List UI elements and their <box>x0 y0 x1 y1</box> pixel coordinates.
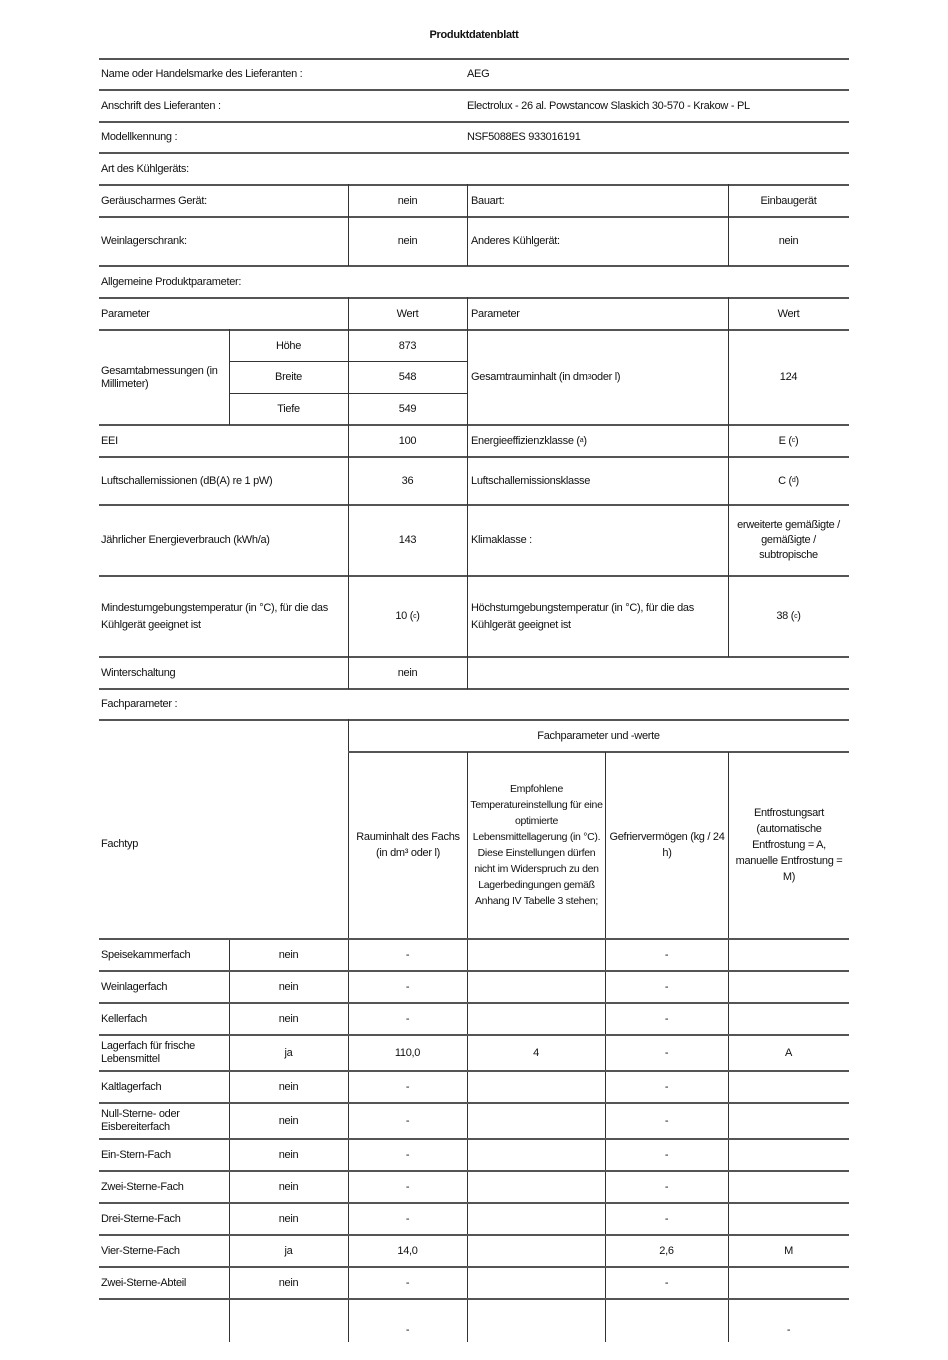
compartment-type-cell: Vier-Sterne-Fach <box>101 1244 180 1257</box>
compartment-present-cell: nein <box>278 1114 299 1127</box>
compartment-defrost-cell <box>728 1004 849 1034</box>
volume-label-tail: oder l) <box>591 371 621 383</box>
compartment-present-cell: ja <box>284 1244 293 1257</box>
noise-class-value: C ( d ) <box>778 474 799 487</box>
design-value: Einbaugerät <box>760 194 817 207</box>
model-label: Modellkennung : <box>101 131 178 143</box>
compartment-present-cell: nein <box>278 1148 299 1161</box>
compartment-type-cell: Weinlagerfach <box>101 980 168 993</box>
supplier-name-label: Name oder Handelsmarke des Lieferanten : <box>101 68 303 80</box>
energy-class-value-text: E ( <box>778 434 792 447</box>
min-temp-value: 10 ( c ) <box>395 610 420 622</box>
compartment-temp-cell <box>467 1204 605 1234</box>
low-noise-label: Geräuscharmes Gerät: <box>101 194 207 207</box>
compartment-present-cell: nein <box>278 980 299 993</box>
paren: ) <box>583 434 587 447</box>
type-header: Fachtyp <box>101 838 139 850</box>
compartment-present-cell: nein <box>278 1180 299 1193</box>
compartment-freeze-cell: - <box>664 1180 669 1193</box>
noise-class-value-text: C ( <box>778 474 792 487</box>
wine-cabinet-label: Weinlagerschrank: <box>101 235 187 247</box>
compartment-volume-cell: - <box>405 1323 410 1336</box>
compartment-defrost-cell <box>728 1172 849 1202</box>
compartment-freeze-cell: - <box>664 1276 669 1289</box>
compartment-volume-cell: - <box>405 980 410 993</box>
compartment-defrost-cell <box>728 1204 849 1234</box>
header-parameter: Parameter <box>101 307 150 320</box>
paren: ) <box>794 434 799 447</box>
low-noise-value: nein <box>397 194 418 207</box>
compartment-present-cell: ja <box>284 1046 293 1059</box>
climate-value: erweiterte gemäßigte / gemäßigte / subtropische <box>737 519 840 561</box>
compartment-freeze-cell: - <box>664 1080 669 1093</box>
compartment-temp-cell <box>467 1236 605 1266</box>
compartment-volume-cell: - <box>405 948 410 961</box>
max-temp-label: Höchstumgebungstemperatur (in °C), für die das Kühlgerät geeignet ist <box>471 601 694 631</box>
compartment-temp-cell <box>467 1140 605 1170</box>
header-value-2: Wert <box>777 307 800 320</box>
compartment-defrost-cell <box>728 940 849 970</box>
winter-label: Winterschaltung <box>101 666 176 679</box>
compartment-volume-cell: 14,0 <box>397 1244 418 1257</box>
compartment-temp-cell <box>467 1268 605 1298</box>
max-temp-value: 38 ( c ) <box>776 610 801 622</box>
winter-value: nein <box>397 666 418 679</box>
compartment-temp-cell <box>467 1104 605 1138</box>
compartment-freeze-cell: 2,6 <box>659 1244 674 1257</box>
design-label: Bauart: <box>471 194 505 207</box>
depth-label: Tiefe <box>277 402 300 415</box>
compartments-section: Fachparameter : <box>101 698 178 710</box>
compartment-type-cell: Kaltlagerfach <box>101 1080 162 1093</box>
compartment-defrost-cell <box>728 972 849 1002</box>
compartment-type-cell: Lagerfach für frische Lebensmittel <box>101 1040 195 1065</box>
compartment-temp-cell <box>467 972 605 1002</box>
compartment-temp-cell <box>467 1172 605 1202</box>
compartment-freeze-cell: - <box>664 1114 669 1127</box>
compartment-type-cell: Null-Sterne- oder Eisbereiterfach <box>101 1108 180 1133</box>
group-header: Fachparameter und -werte <box>537 729 660 742</box>
wine-cabinet-value: nein <box>397 235 418 247</box>
divider <box>99 656 849 658</box>
compartment-temp-cell <box>467 1004 605 1034</box>
eei-label: EEI <box>101 434 118 447</box>
col-defrost-header: Entfrostungsart (automatische Entfrostung = A, manuelle Entfrostung = M) <box>735 806 843 883</box>
compartment-present-cell <box>229 1300 348 1360</box>
compartment-present-cell: nein <box>278 1212 299 1225</box>
compartment-type-cell: Speisekammerfach <box>101 948 191 961</box>
min-temp-value-text: 10 ( <box>395 610 414 622</box>
compartment-defrost-cell <box>728 1268 849 1298</box>
divider <box>99 688 849 690</box>
general-section: Allgemeine Produktparameter: <box>101 275 242 288</box>
compartment-temp-cell: 4 <box>533 1046 539 1059</box>
page-title: Produktdatenblatt <box>429 29 519 41</box>
width-value: 548 <box>398 371 417 383</box>
col-freeze-header: Gefriervermögen (kg / 24 h) <box>609 830 725 859</box>
header-parameter-2: Parameter <box>471 307 520 320</box>
model-value: NSF5088ES 933016191 <box>467 131 581 143</box>
paren: ) <box>795 474 799 487</box>
noise-class-label: Luftschallemissionsklasse <box>471 474 591 487</box>
other-appliance-label: Anderes Kühlgerät: <box>471 235 560 247</box>
compartment-temp-cell <box>467 1300 605 1360</box>
climate-label: Klimaklasse : <box>471 534 532 546</box>
compartment-defrost-cell <box>728 1104 849 1138</box>
paren: ) <box>797 610 801 622</box>
height-label: Höhe <box>275 339 302 352</box>
paren: ) <box>416 610 420 622</box>
volume-label-text: Gesamtrauminhalt (in dm <box>471 371 588 383</box>
compartment-defrost-cell <box>728 1140 849 1170</box>
compartment-type-cell: Zwei-Sterne-Fach <box>101 1180 184 1193</box>
compartment-volume-cell: - <box>405 1276 410 1289</box>
compartment-type-cell <box>99 1300 229 1360</box>
column-divider <box>467 297 468 689</box>
energy-class-label-text: Energieeffizienzklasse ( <box>471 434 580 447</box>
compartment-freeze-cell <box>605 1300 728 1360</box>
compartment-freeze-cell: - <box>664 1046 669 1059</box>
energy-class-value: E ( c ) <box>778 434 799 447</box>
compartment-freeze-cell: - <box>664 1212 669 1225</box>
annual-energy-value: 143 <box>398 534 417 546</box>
compartment-defrost-cell <box>728 1072 849 1102</box>
energy-class-label: Energieeffizienzklasse ( a ) <box>471 434 587 447</box>
compartment-temp-cell <box>467 940 605 970</box>
compartment-freeze-cell: - <box>664 980 669 993</box>
compartment-defrost-cell: - <box>786 1323 791 1336</box>
noise-label: Luftschallemissionen (dB(A) re 1 pW) <box>101 474 273 487</box>
compartment-present-cell: nein <box>278 1276 299 1289</box>
compartment-volume-cell: 110,0 <box>394 1046 421 1059</box>
compartment-volume-cell: - <box>405 1114 410 1127</box>
compartment-temp-cell <box>467 1072 605 1102</box>
compartment-freeze-cell: - <box>664 948 669 961</box>
supplier-name-value: AEG <box>467 68 490 80</box>
compartment-present-cell: nein <box>278 1080 299 1093</box>
compartment-type-cell: Ein-Stern-Fach <box>101 1148 171 1161</box>
compartment-freeze-cell: - <box>664 1148 669 1161</box>
col-volume-header: Rauminhalt des Fachs (in dm³ oder l) <box>356 830 460 859</box>
compartment-type-cell: Zwei-Sterne-Abteil <box>101 1276 187 1289</box>
height-value: 873 <box>398 339 417 352</box>
volume-label: Gesamtrauminhalt (in dm 3 oder l) <box>471 371 621 383</box>
compartment-volume-cell: - <box>405 1180 410 1193</box>
compartment-defrost-cell: A <box>784 1046 793 1059</box>
compartment-volume-cell: - <box>405 1148 410 1161</box>
noise-value: 36 <box>401 474 414 487</box>
compartment-volume-cell: - <box>405 1212 410 1225</box>
column-divider <box>467 184 468 266</box>
compartment-volume-cell: - <box>405 1012 410 1025</box>
col-temp-header: Empfohlene Temperatureinstellung für eine optimierte Lebensmittellagerung (in °C). Diese Einstellungen dürfen nicht im Widerspruch zu den Lagerbedingungen gemäß Anhang IV Tabelle 3 stehen; <box>470 782 603 907</box>
eei-value: 100 <box>398 434 417 447</box>
min-temp-label: Mindestumgebungstemperatur (in °C), für die das Kühlgerät geeignet ist <box>101 601 328 631</box>
compartment-type-cell: Kellerfach <box>101 1012 147 1025</box>
appliance-type-section: Art des Kühlgeräts: <box>101 162 189 175</box>
annual-energy-label: Jährlicher Energieverbrauch (kWh/a) <box>101 534 270 546</box>
width-label: Breite <box>275 371 302 383</box>
volume-value: 124 <box>779 371 798 383</box>
depth-value: 549 <box>398 402 417 415</box>
compartment-freeze-cell: - <box>664 1012 669 1025</box>
compartment-volume-cell: - <box>405 1080 410 1093</box>
compartment-defrost-cell: M <box>784 1244 793 1257</box>
header-value: Wert <box>396 307 419 320</box>
other-appliance-value: nein <box>778 235 799 247</box>
compartment-type-cell: Drei-Sterne-Fach <box>101 1212 181 1225</box>
dimensions-label: Gesamtabmessungen (in Millimeter) <box>101 364 218 390</box>
supplier-address-label: Anschrift des Lieferanten : <box>101 99 221 112</box>
divider <box>99 152 849 154</box>
compartment-present-cell: nein <box>278 1012 299 1025</box>
compartment-present-cell: nein <box>278 948 299 961</box>
max-temp-value-text: 38 ( <box>776 610 795 622</box>
supplier-address-value: Electrolux - 26 al. Powstancow Slaskich 30-570 - Krakow - PL <box>467 99 750 112</box>
